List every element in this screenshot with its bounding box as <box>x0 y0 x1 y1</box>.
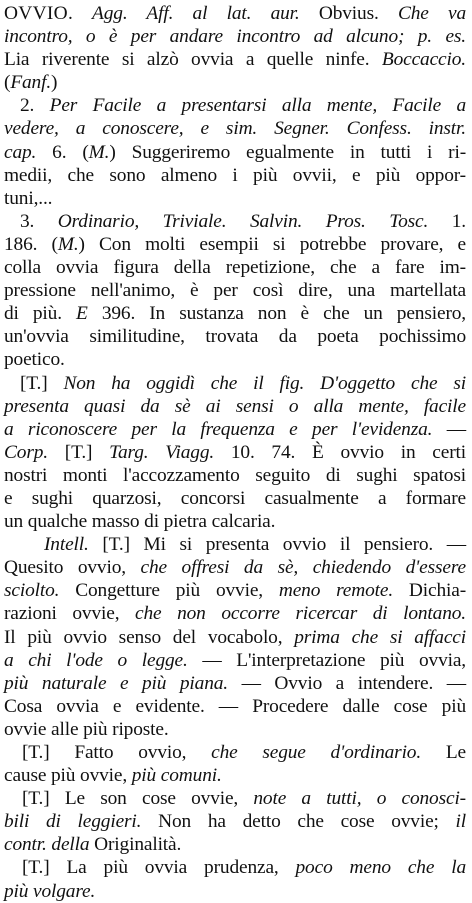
text-run: un qualche masso di pietra calcaria. <box>4 511 276 533</box>
entry-text <box>4 2 466 903</box>
text-run: colla ovvia figura della repetizione, che a fare im- <box>4 257 466 279</box>
text-run: ) Suggeriremo egualmente in tutti i ri- <box>109 141 466 163</box>
text-run: 186. ( <box>4 233 58 255</box>
text-run: E <box>76 303 88 325</box>
dictionary-page <box>4 2 467 902</box>
text-run: Non ha oggidì che il fig. D'oggetto che si <box>63 372 466 394</box>
text-run: Lia riverente si alzò ovvia a quelle ninfe. <box>4 49 382 71</box>
text-run: che non occorre ricercar di lontano. <box>135 603 466 625</box>
text-run: cap. <box>4 141 37 163</box>
text-line <box>4 117 466 140</box>
text-line <box>4 233 466 256</box>
text-run: [T.] Mi si presenta ovvio il pensiero. — <box>88 534 466 556</box>
text-run: — <box>432 418 466 440</box>
text-run: meno remote. <box>278 580 394 602</box>
text-run: Obvius. <box>299 3 398 24</box>
text-line <box>4 372 466 395</box>
text-run: — L'interpretazione più ovvia, <box>187 649 467 671</box>
text-run: vedere, a conoscere, e sim. Segner. Confess. instr. <box>4 118 466 140</box>
text-run: poco meno che la <box>295 857 466 879</box>
text-run: Per Facile a presentarsi alla mente, Facile a <box>49 95 466 117</box>
text-run: M. <box>88 141 110 163</box>
text-line <box>4 810 466 833</box>
text-run: nostri monti l'accozzamento seguito di sughi spatosi <box>4 464 466 486</box>
text-run: ( <box>4 72 11 94</box>
text-run: razioni ovvie, <box>4 603 136 625</box>
text-run: Ordinario, Triviale. Salvin. Pros. Tosc. <box>57 210 429 232</box>
text-run: Che va <box>397 3 466 24</box>
text-run: [T.] La più ovvia prudenza, <box>22 857 296 879</box>
text-line <box>4 348 466 371</box>
text-run: Le <box>421 742 466 763</box>
text-run: medii, che sono almeno i più ovvii, e più oppor- <box>4 164 466 186</box>
text-run: a riconoscere per la frequenza e per l'evidenza. <box>4 418 433 440</box>
text-line <box>4 510 466 533</box>
text-line <box>4 533 466 556</box>
text-run: più volgare. <box>4 880 96 902</box>
text-run: [T.] Fatto ovvio, <box>22 742 212 763</box>
text-run: e sughi quarzosi, concorsi casualmente a formare <box>4 487 466 509</box>
text-run: — Ovvio a intendere. — <box>228 672 467 694</box>
text-run: M. <box>57 233 79 255</box>
text-line <box>4 833 466 856</box>
text-run: Congetture più ovvie, <box>59 580 279 602</box>
text-line <box>4 302 466 325</box>
text-run: che segue d'ordinario. <box>211 742 422 763</box>
text-run: incontro, o è per andare incontro ad alcuno; p. es. <box>4 26 466 48</box>
text-run: bili di leggieri. <box>4 811 142 833</box>
text-line <box>4 602 466 625</box>
text-run: Fanf. <box>10 72 52 94</box>
text-line <box>4 71 466 94</box>
text-line <box>4 487 466 510</box>
text-run: Targ. Viagg. <box>109 441 215 463</box>
text-run: Cosa ovvia e evidente. — Procedere dalle cose più <box>4 695 466 717</box>
text-run: ovvie alle più riposte. <box>4 718 169 740</box>
text-run: contr. della <box>4 834 90 856</box>
text-run: Boccaccio. <box>381 49 466 71</box>
text-line <box>4 880 466 903</box>
text-line <box>4 395 466 418</box>
text-run: 1. <box>428 210 466 232</box>
text-line <box>4 187 466 210</box>
text-run: presenta quasi da sè ai sensi o alla mente, facile <box>4 395 466 417</box>
text-run: Agg. Aff. al lat. aur. <box>73 3 300 24</box>
text-run: Il più ovvio senso del vocabolo, <box>4 626 295 648</box>
text-run: prima che si affacci <box>294 626 466 648</box>
text-line <box>4 649 466 672</box>
text-run: 2. <box>20 95 50 117</box>
text-run: cause più ovvie, <box>4 765 132 787</box>
text-run: più comuni. <box>131 765 222 787</box>
text-line <box>4 279 466 302</box>
text-run: [T.] Le son cose ovvie, <box>22 788 254 810</box>
text-run: tuni,... <box>4 187 53 209</box>
text-run: di più. <box>4 303 77 325</box>
text-line <box>4 2 466 25</box>
text-run: [T.] <box>47 441 110 463</box>
text-line <box>4 141 466 164</box>
text-run: Dichia- <box>393 580 467 602</box>
text-run: [T.] <box>20 372 64 394</box>
text-line <box>4 94 466 117</box>
text-run: Corp. <box>4 441 48 463</box>
text-run: 6. ( <box>36 141 89 163</box>
text-run: ) <box>51 72 58 94</box>
text-line <box>4 210 466 233</box>
text-run: ) Con molti esempii si potrebbe provare, e <box>78 233 467 255</box>
text-run: a chi l'ode o legge. <box>4 649 188 671</box>
text-run: che offresi da sè, chiedendo d'essere <box>140 557 466 579</box>
text-line <box>4 25 466 48</box>
text-line <box>4 579 466 602</box>
text-line <box>4 48 466 71</box>
text-line <box>4 441 466 464</box>
text-line <box>4 556 466 579</box>
text-run: OVVIO. <box>4 3 74 24</box>
text-run: 3. <box>20 210 58 232</box>
text-run: Non ha detto che cose ovvie; <box>141 811 456 833</box>
text-run: Originalità. <box>89 834 182 856</box>
text-run: Intell. <box>44 534 89 556</box>
text-line <box>4 741 466 764</box>
text-run: sciolto. <box>4 580 60 602</box>
text-line <box>4 672 466 695</box>
text-run: pressione nell'animo, è per così dire, una martellata <box>4 280 466 302</box>
text-line <box>4 256 466 279</box>
text-run: 10. 74. È ovvio in certi <box>214 441 466 463</box>
text-line <box>4 464 466 487</box>
text-line <box>4 418 466 441</box>
text-run: un'ovvia similitudine, trovata da poeta pochissimo <box>4 326 466 348</box>
text-line <box>4 695 466 718</box>
text-run: il <box>455 811 467 833</box>
text-line <box>4 764 466 787</box>
text-run: 396. In sustanza non è che un pensiero, <box>87 303 466 325</box>
text-line <box>4 164 466 187</box>
text-run: note a tutti, o conosci- <box>253 788 466 810</box>
text-run: poetico. <box>4 349 65 371</box>
text-line <box>4 718 466 741</box>
text-line <box>4 787 466 810</box>
text-line <box>4 856 466 879</box>
text-line <box>4 325 466 348</box>
text-run: Quesito ovvio, <box>4 557 141 579</box>
text-line <box>4 626 466 649</box>
text-run: più naturale e più piana. <box>4 672 229 694</box>
